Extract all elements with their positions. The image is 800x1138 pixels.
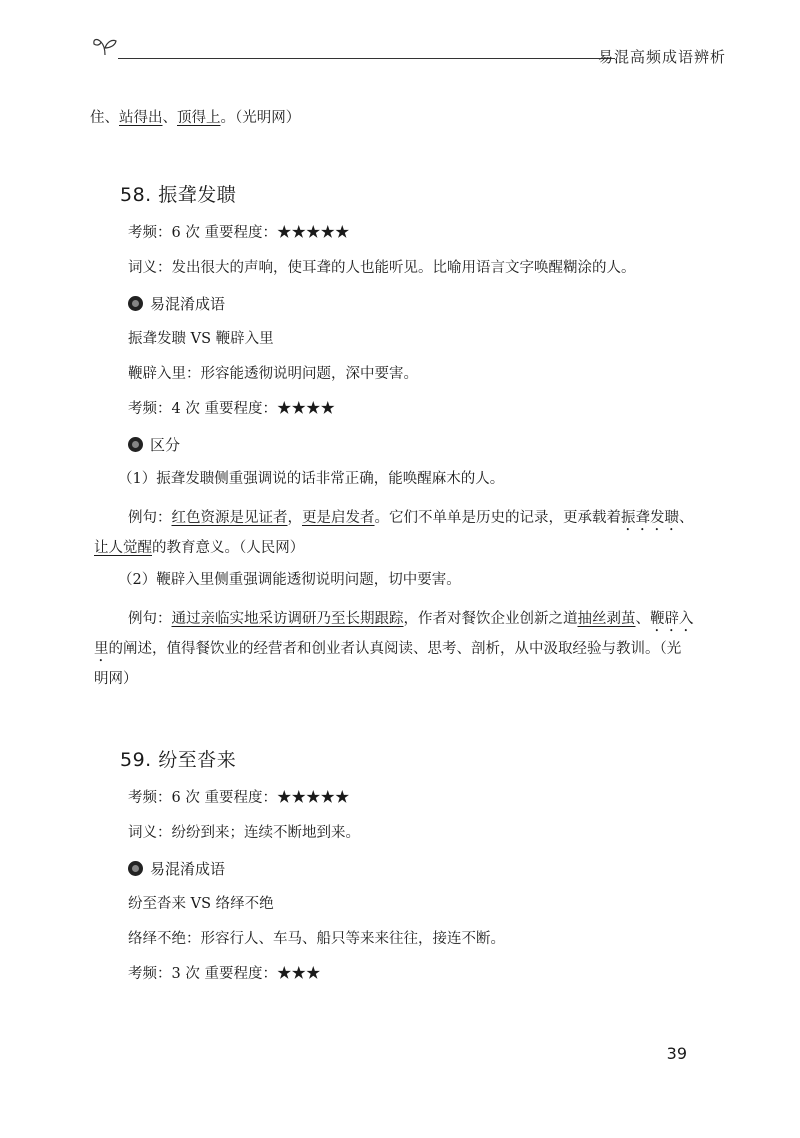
entry-59-confusable-section: 易混淆成语: [94, 858, 694, 879]
entry-58-meaning: 词义：发出很大的声响，使耳聋的人也能听见。比喻用语言文字唤醒糊涂的人。: [128, 260, 636, 276]
running-header: [92, 28, 732, 72]
entry-58-comparison: 振聋发聩 VS 鞭辟入里: [128, 331, 274, 347]
entry-58-frequency: 考频：6 次 重要程度：★★★★★: [128, 225, 350, 241]
entry-59-comparison: 纷至沓来 VS 络绎不绝: [128, 896, 274, 912]
entry-59-frequency: 考频：6 次 重要程度：★★★★★: [128, 790, 350, 806]
entry-59-meaning: 词义：纷纷到来；连续不断地到来。: [128, 825, 360, 841]
entry-58-example-2: 例句：通过亲临实地采访调研乃至长期跟踪，作者对餐饮企业创新之道抽丝剥茧、鞭辟入里的阐述，值得餐饮业的经营者和创业者认真阅读、思考、剖析，从中汲取经验与教训。（光明网）: [94, 611, 694, 687]
continued-line: 住、站得出、顶得上。（光明网）: [90, 110, 301, 126]
entry-58-example-1: 例句：红色资源是见证者，更是启发者。它们不单单是历史的记录，更承载着振聋发聩、让人觉醒的教育意义。（人民网）: [94, 510, 694, 556]
section-badge-icon: [128, 296, 143, 311]
entry-heading-58: 58. 振聋发聩: [120, 184, 237, 206]
header-title: 易混高频成语辨析: [597, 48, 726, 66]
entry-58-distinction-1: （1）振聋发聩侧重强调说的话非常正确，能唤醒麻木的人。: [118, 471, 505, 487]
page-content: [90, 108, 694, 984]
section-badge-icon: [128, 861, 143, 876]
sprout-icon: [92, 36, 118, 56]
entry-59-other-meaning: 络绎不绝：形容行人、车马、船只等来来往往，接连不断。: [128, 931, 505, 947]
header-rule: [118, 58, 615, 59]
entry-58-other-meaning: 鞭辟入里：形容能透彻说明问题，深中要害。: [128, 366, 418, 382]
entry-59-other-frequency: 考频：3 次 重要程度：★★★: [128, 966, 321, 982]
entry-heading-59: 59. 纷至沓来: [120, 749, 237, 771]
entry-58-distinction-section: 区分: [94, 434, 694, 455]
entry-58-other-frequency: 考频：4 次 重要程度：★★★★: [128, 401, 335, 417]
page-number: 39: [666, 1044, 687, 1063]
entry-58-distinction-2: （2）鞭辟入里侧重强调能透彻说明问题，切中要害。: [118, 572, 461, 588]
section-badge-icon: [128, 437, 143, 452]
entry-58-confusable-section: 易混淆成语: [94, 293, 694, 314]
